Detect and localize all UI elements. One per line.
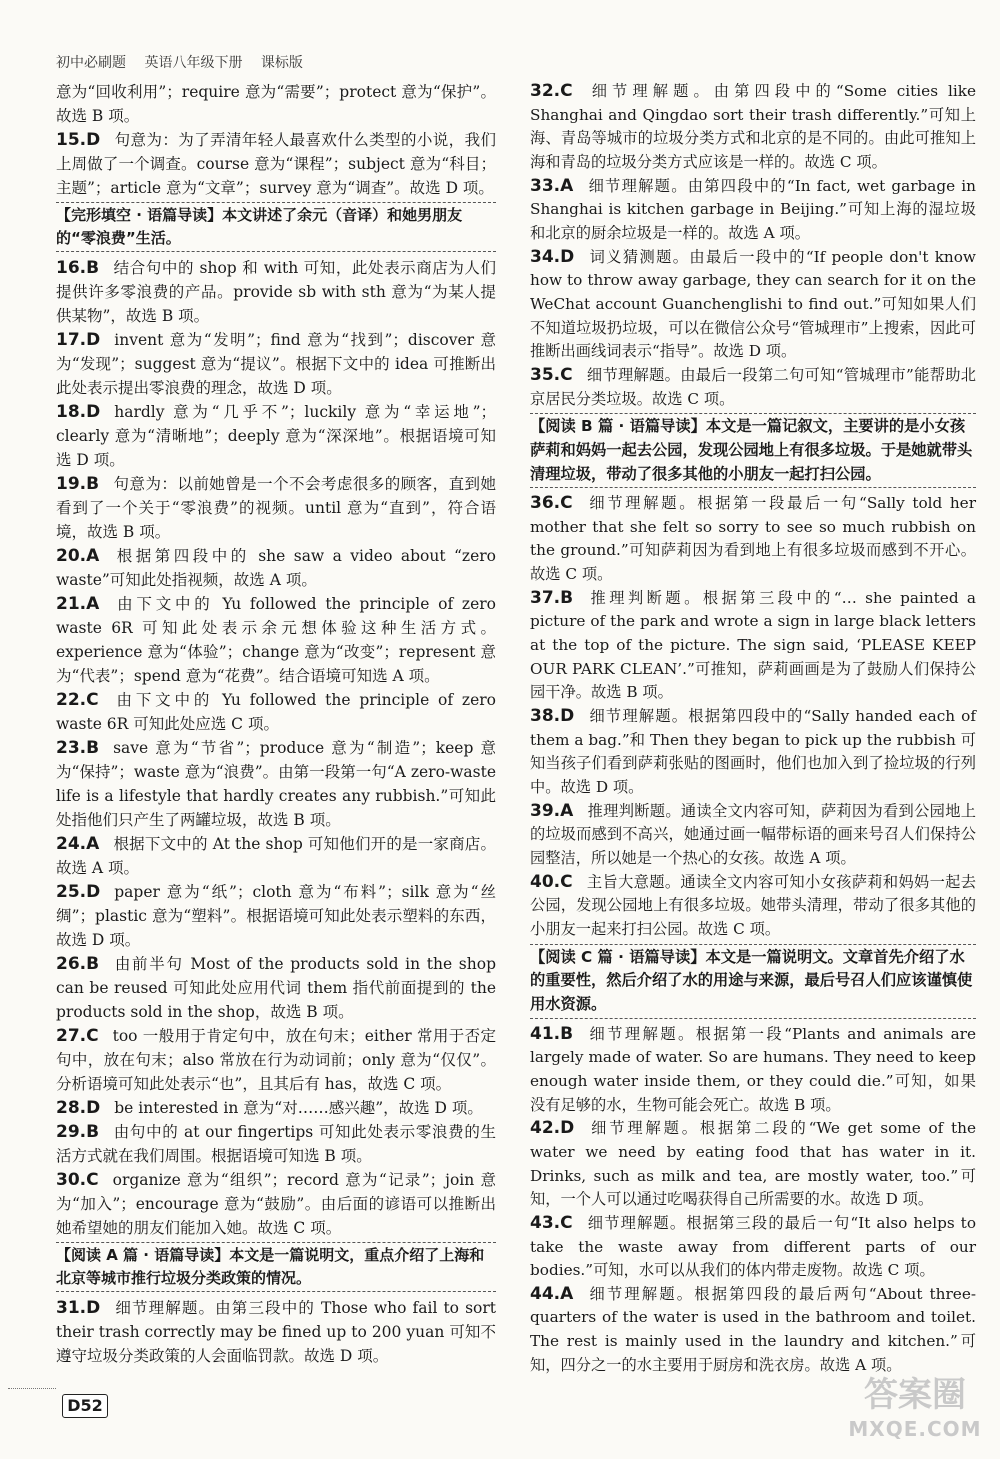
answer-item bbox=[56, 1096, 496, 1120]
explanation-text: 细节理解题。由最后一段第二句可知“管城理市”能帮助北京居民分类垃圾。故选 C 项。 bbox=[530, 365, 976, 408]
answer-letter: B bbox=[86, 738, 100, 758]
question-index: 37. bbox=[530, 587, 561, 608]
question-number bbox=[530, 247, 574, 267]
explanation-text: invent 意为“发明”；find 意为“找到”；discover 意为“发现”；suggest 意为“提议”。根据下文中的 idea 可推断出此处表示提出零浪费的理念，故选 D 项。 bbox=[56, 331, 496, 397]
answer-item bbox=[530, 1023, 976, 1118]
answer-item bbox=[530, 246, 976, 364]
answer-letter: A bbox=[560, 800, 574, 821]
page-number: D52 bbox=[62, 1394, 108, 1418]
section-guide: 【阅读 A 篇 · 语篇导读】本文是一篇说明文，重点介绍了上海和北京等城市推行垃圾分类政策的情况。 bbox=[56, 1242, 496, 1292]
answer-item bbox=[530, 80, 976, 175]
question-number bbox=[56, 594, 99, 614]
answer-item bbox=[530, 705, 976, 800]
answer-item bbox=[530, 587, 976, 705]
question-number bbox=[56, 690, 99, 710]
answer-item bbox=[56, 952, 496, 1024]
question-number bbox=[56, 1298, 100, 1318]
answer-item bbox=[56, 544, 496, 592]
answer-letter: D bbox=[86, 882, 101, 902]
question-number bbox=[530, 81, 573, 101]
explanation-text: hardly 意为“几乎不”；luckily 意为“幸运地”；clearly 意为“清晰地”；deeply 意为“深深地”。根据语境可知选 D 项。 bbox=[56, 403, 496, 469]
question-number bbox=[56, 330, 100, 350]
explanation-text: 细节理解题。由第四段中的“Some cities like Shanghai and Qingdao sort their trash differently.”可知上海、青岛等城市的垃圾分类方式和北京的是不同的。由此可推知上海和青岛的垃圾分类方式应该是一样的。故选 C 项。 bbox=[530, 82, 976, 171]
question-index: 28. bbox=[56, 1098, 87, 1118]
question-number bbox=[56, 738, 99, 758]
question-index: 36. bbox=[530, 493, 561, 514]
question-number bbox=[56, 1026, 99, 1046]
right-column bbox=[530, 80, 976, 1377]
book-edition: 课标版 bbox=[260, 55, 303, 71]
watermark-text-bottom: MXQE.COM bbox=[848, 1417, 982, 1441]
section-guide: 【阅读 B 篇 · 语篇导读】本文是一篇记叙文，主要讲的是小女孩萨莉和妈妈一起去公园，发现公园地上有很多垃圾。于是她就带头清理垃圾，带动了很多其他的小朋友一起打扫公园。 bbox=[530, 413, 976, 488]
question-number bbox=[56, 954, 99, 974]
section-guide: 【完形填空 · 语篇导读】本文讲述了余元（音译）和她男朋友的“零浪费”生活。 bbox=[56, 202, 496, 252]
question-number bbox=[530, 1024, 573, 1044]
answer-item bbox=[530, 800, 976, 871]
answer-item bbox=[56, 400, 496, 472]
question-number bbox=[530, 1284, 573, 1304]
running-header bbox=[56, 52, 476, 82]
question-index: 22. bbox=[56, 690, 87, 710]
question-number bbox=[56, 1098, 100, 1118]
explanation-text: 词义猜测题。由最后一段中的“If people don't know how to throw away garbage, they can search for it on the WeChat account Guanchenglishi to find out.”可知如果人们不知道垃圾扔垃圾，可以在微信公众号“管城理市”上搜索，因此可推断出画线词表示“指导”。故选 D 项。 bbox=[530, 247, 976, 361]
question-index: 34. bbox=[530, 246, 561, 267]
answer-letter: C bbox=[86, 1170, 99, 1190]
question-index: 32. bbox=[530, 81, 561, 101]
watermark-logo bbox=[840, 1375, 990, 1448]
question-number bbox=[530, 1213, 573, 1233]
answer-letter: A bbox=[86, 546, 100, 566]
answer-item bbox=[56, 880, 496, 952]
answer-item bbox=[530, 1283, 976, 1378]
question-number bbox=[530, 176, 573, 196]
question-number bbox=[530, 588, 573, 608]
question-index: 35. bbox=[530, 364, 561, 385]
answer-item bbox=[56, 736, 496, 832]
question-index: 20. bbox=[56, 546, 87, 566]
answer-item bbox=[56, 1120, 496, 1168]
question-index: 26. bbox=[56, 954, 87, 974]
book-series: 初中必刷题 bbox=[56, 55, 126, 71]
explanation-text: 细节理解题。由第四段中的“In fact, wet garbage in Shanghai is kitchen garbage in Beijing.”可知上海的湿垃圾和北京的厨余垃圾是一样的。故选 A 项。 bbox=[530, 176, 976, 242]
section-guide: 【阅读 C 篇 · 语篇导读】本文是一篇说明文。文章首先介绍了水的重要性，然后介绍了水的用途与来源，最后号召人们应该谨慎使用水资源。 bbox=[530, 944, 976, 1019]
question-index: 44. bbox=[530, 1283, 561, 1304]
answer-letter: C bbox=[560, 81, 573, 101]
explanation-text: save 意为“节省”；produce 意为“制造”；keep 意为“保持”；waste 意为“浪费”。由第一段第一句“A zero-waste life is a lifestyle that hardly creates any rubbish.”可知此处指他们只产生了两罐垃圾，故选 B 项。 bbox=[56, 739, 496, 829]
question-index: 16. bbox=[56, 258, 87, 278]
explanation-text: 由句中的 at our fingertips 可知此处表示零浪费的生活方式就在我们周围。根据语境可知选 B 项。 bbox=[56, 1123, 496, 1165]
answer-letter: C bbox=[86, 690, 99, 710]
question-index: 39. bbox=[530, 800, 561, 821]
answer-letter: B bbox=[86, 1122, 100, 1142]
answer-letter: A bbox=[86, 834, 100, 854]
question-index: 17. bbox=[56, 330, 87, 350]
answer-letter: D bbox=[86, 1298, 101, 1318]
answer-letter: C bbox=[560, 1212, 573, 1233]
explanation-text: 根据第四段中的 she saw a video about “zero waste”可知此处指视频，故选 A 项。 bbox=[56, 547, 496, 589]
question-index: 24. bbox=[56, 834, 87, 854]
answer-item bbox=[56, 1024, 496, 1096]
explanation-text: 推理判断题。通读全文内容可知，萨莉因为看到公园地上的垃圾而感到不高兴，她通过画一幅带标语的画来号召人们保持公园整洁，所以她是一个热心的女孩。故选 A 项。 bbox=[530, 801, 976, 867]
answer-item bbox=[530, 871, 976, 942]
question-number bbox=[530, 706, 574, 726]
explanation-text: 句意为：以前她曾是一个不会考虑很多的顾客，直到她看到了一个关于“零浪费”的视频。until 意为“直到”，符合语境，故选 B 项。 bbox=[56, 475, 496, 541]
question-index: 41. bbox=[530, 1023, 561, 1044]
answer-letter: A bbox=[560, 175, 574, 196]
question-number bbox=[56, 834, 99, 854]
explanation-text: 主旨大意题。通读全文内容可知小女孩萨莉和妈妈一起去公园，发现公园地上有很多垃圾。她带头清理，带动了很多其他的小朋友一起来打扫公园。故选 C 项。 bbox=[530, 872, 976, 938]
book-subject: 英语八年级下册 bbox=[144, 55, 243, 71]
question-index: 15. bbox=[56, 130, 87, 150]
answer-item bbox=[530, 1117, 976, 1212]
explanation-text: 细节理解题。由第三段中的 Those who fail to sort their trash correctly may be fined up to 200 yuan 可知不遵守垃圾分类政策的人会面临罚款。故选 D 项。 bbox=[56, 1299, 496, 1365]
question-number bbox=[56, 1122, 99, 1142]
answer-item bbox=[530, 492, 976, 587]
explanation-text: 细节理解题。根据第一段最后一句“Sally told her mother that she felt so sorry to see so much rubbish on the ground.”可知萨莉因为看到地上有很多垃圾而感到不开心。故选 C 项。 bbox=[530, 494, 976, 584]
answer-item bbox=[56, 592, 496, 688]
answer-letter: C bbox=[560, 871, 573, 892]
question-number bbox=[56, 546, 99, 566]
question-index: 30. bbox=[56, 1170, 87, 1190]
question-number bbox=[56, 474, 99, 494]
answer-letter: C bbox=[86, 1026, 99, 1046]
question-index: 43. bbox=[530, 1212, 561, 1233]
answer-item bbox=[56, 688, 496, 736]
answer-item bbox=[530, 1212, 976, 1283]
question-index: 31. bbox=[56, 1298, 87, 1318]
question-number bbox=[530, 1118, 574, 1138]
answer-item bbox=[56, 472, 496, 544]
watermark-text-top: 答案圈 bbox=[864, 1375, 966, 1415]
answer-item bbox=[56, 128, 496, 200]
explanation-text: 推理判断题。根据第三段中的“… she painted a picture of the park and wrote a sign in large black letters at the top of the picture. The sign said, ‘PLEASE KEEP OUR PARK CLEAN’.”可推知，萨莉画画是为了鼓励人们保持公园干净。故选 B 项。 bbox=[530, 588, 976, 702]
answer-letter: B bbox=[86, 954, 100, 974]
question-index: 27. bbox=[56, 1026, 87, 1046]
left-column bbox=[56, 80, 496, 1368]
question-index: 21. bbox=[56, 594, 87, 614]
answer-letter: D bbox=[560, 246, 575, 267]
explanation-text: 细节理解题。根据第四段中的“Sally handed each of them a bag.”和 Then they began to pick up the rubbish 可知当孩子们看到萨莉张贴的图画时，他们也加入到了捡垃圾的行列中。故选 D 项。 bbox=[530, 707, 976, 797]
answer-letter: A bbox=[86, 594, 100, 614]
answer-item bbox=[56, 256, 496, 328]
question-number bbox=[530, 493, 573, 513]
explanation-text: 由下文中的 Yu followed the principle of zero waste 6R 可知此处应选 C 项。 bbox=[56, 691, 496, 733]
answer-item bbox=[530, 175, 976, 246]
answer-letter: B bbox=[560, 1023, 574, 1044]
explanation-text: be interested in 意为“对……感兴趣”，故选 D 项。 bbox=[114, 1099, 483, 1117]
question-index: 42. bbox=[530, 1118, 561, 1139]
answer-letter: D bbox=[86, 1098, 101, 1118]
question-index: 33. bbox=[530, 175, 561, 196]
answer-letter: D bbox=[560, 706, 575, 727]
answer-item bbox=[56, 1168, 496, 1240]
answer-letter: A bbox=[560, 1283, 574, 1304]
answer-letter: D bbox=[86, 130, 101, 150]
explanation-text: 细节理解题。根据第二段的“We get some of the water we need by eating food that has water in it. Drinks, such as milk and tea, are mostly water, too.”可知，一个人可以通过吃喝获得自己所需要的水。故选 D 项。 bbox=[530, 1119, 976, 1209]
answer-letter: C bbox=[560, 364, 573, 385]
question-index: 19. bbox=[56, 474, 87, 494]
explanation-text: 结合句中的 shop 和 with 可知，此处表示商店为人们提供许多零浪费的产品。provide sb with sth 意为“为某人提供某物”，故选 B 项。 bbox=[56, 259, 496, 325]
explanation-text: 根据下文中的 At the shop 可知他们开的是一家商店。故选 A 项。 bbox=[56, 835, 496, 877]
explanation-text: paper 意为“纸”；cloth 意为“布料”；silk 意为“丝绸”；plastic 意为“塑料”。根据语境可知此处表示塑料的东西，故选 D 项。 bbox=[56, 883, 496, 949]
answer-continuation: 意为“回收利用”；require 意为“需要”；protect 意为“保护”。故选 B 项。 bbox=[56, 83, 496, 125]
question-index: 23. bbox=[56, 738, 87, 758]
footer-divider bbox=[8, 1388, 56, 1390]
explanation-text: organize 意为“组织”；record 意为“记录”；join 意为“加入”；encourage 意为“鼓励”。由后面的谚语可以推断出她希望她的朋友们能加入她。故选 C 项。 bbox=[56, 1171, 496, 1237]
explanation-text: 由下文中的 Yu followed the principle of zero waste 6R 可知此处表示余元想体验这种生活方式。experience 意为“体验”；change 意为“改变”；represent 意为“代表”；spend 意为“花费”。结合语境可知选 A 项。 bbox=[56, 595, 496, 685]
explanation-text: 句意为：为了弄清年轻人最喜欢什么类型的小说，我们上周做了一个调查。course 意为“课程”；subject 意为“科目；主题”；article 意为“文章”；survey 意为“调查”。故选 D 项。 bbox=[56, 131, 496, 197]
answer-letter: D bbox=[86, 330, 101, 350]
answer-letter: B bbox=[86, 474, 100, 494]
question-index: 40. bbox=[530, 871, 561, 892]
explanation-text: 细节理解题。根据第四段的最后两句“About three-quarters of the water is used in the bathroom and toilet. The rest is mainly used in the laundry and kitchen.”可知，四分之一的水主要用于厨房和洗衣房。故选 A 项。 bbox=[530, 1284, 976, 1374]
answer-letter: B bbox=[86, 258, 100, 278]
question-number bbox=[56, 1170, 99, 1190]
question-index: 29. bbox=[56, 1122, 87, 1142]
answer-item bbox=[56, 1296, 496, 1368]
explanation-text: 由前半句 Most of the products sold in the shop can be reused 可知此处应用代词 them 指代前面提到的 the products sold in the shop，故选 B 项。 bbox=[56, 955, 496, 1021]
question-number bbox=[56, 402, 100, 422]
question-number bbox=[530, 872, 573, 892]
question-index: 25. bbox=[56, 882, 87, 902]
answer-letter: D bbox=[86, 402, 101, 422]
answer-letter: D bbox=[560, 1118, 575, 1139]
answer-letter: B bbox=[560, 587, 574, 608]
question-number bbox=[56, 258, 99, 278]
question-number bbox=[530, 365, 573, 385]
question-number bbox=[56, 130, 100, 150]
answer-item bbox=[530, 364, 976, 411]
question-number bbox=[56, 882, 100, 902]
answer-item bbox=[56, 328, 496, 400]
answer-item bbox=[56, 832, 496, 880]
answer-letter: C bbox=[560, 493, 573, 514]
question-index: 18. bbox=[56, 402, 87, 422]
question-index: 38. bbox=[530, 706, 561, 727]
question-number bbox=[530, 801, 573, 821]
explanation-text: too 一般用于肯定句中，放在句末；either 常用于否定句中，放在句末；also 常放在行为动词前；only 意为“仅仅”。分析语境可知此处表示“也”，且其后有 has，故选 C 项。 bbox=[56, 1027, 496, 1093]
explanation-text: 细节理解题。根据第三段的最后一句“It also helps to take the waste away from different parts of our bodies.”可知，水可以从我们的体内带走废物。故选 C 项。 bbox=[530, 1213, 976, 1280]
explanation-text: 细节理解题。根据第一段“Plants and animals are largely made of water. So are humans. They need to keep enough water inside them, or they could die.”可知，如果没有足够的水，生物可能会死亡。故选 B 项。 bbox=[530, 1024, 976, 1114]
